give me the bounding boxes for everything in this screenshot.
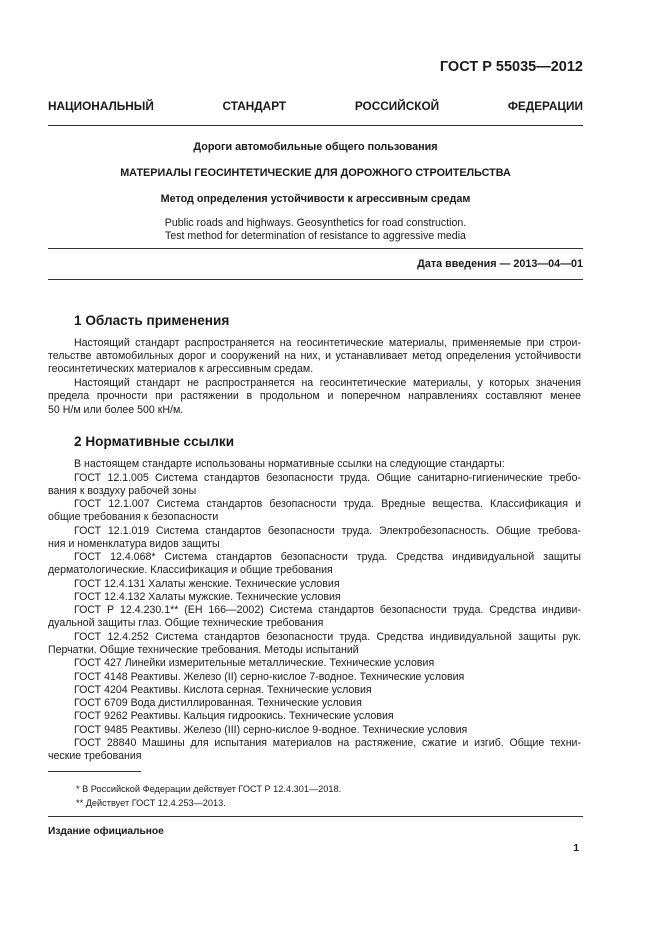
effective-date: Дата введения — 2013—04—01: [417, 258, 583, 270]
paragraph-line: 50 Н/м или более 500 кН/м.: [48, 404, 184, 416]
reference-line: ГОСТ 9485 Реактивы. Железо (III) серно-кислое 9-водное. Технические условия: [74, 724, 468, 736]
standard-group-title: Дороги автомобильные общего пользования: [193, 141, 438, 153]
reference-line: ГОСТ 6709 Вода дистиллированная. Технические условия: [74, 697, 362, 709]
reference-line: ГОСТ 4204 Реактивы. Кислота серная. Технические условия: [74, 684, 372, 696]
standard-main-title: МАТЕРИАЛЫ ГЕОСИНТЕТИЧЕСКИЕ ДЛЯ ДОРОЖНОГО СТРОИТЕЛЬСТВА: [120, 167, 511, 179]
reference-line: ГОСТ 12.1.019 Система стандартов безопасности труда. Электробезопасность. Общие требова-: [74, 525, 581, 537]
reference-line: общие требования к безопасности: [48, 511, 219, 523]
reference-line: дуальной защиты глаз. Общие технические требования: [48, 617, 324, 629]
reference-line: ГОСТ 12.4.131 Халаты женские. Технические условия: [74, 578, 340, 590]
header-rule: [48, 125, 583, 126]
reference-intro: В настоящем стандарте использованы нормативные ссылки на следующие стандарты:: [74, 458, 505, 470]
reference-line: вания к воздуху рабочей зоны: [48, 485, 197, 497]
reference-line: ГОСТ 12.4.068* Система стандартов безопасности труда. Средства индивидуальной защиты: [74, 551, 581, 563]
paragraph-line: предела прочности при растяжении в продольном и поперечном направлениях составляют менее: [48, 390, 581, 402]
reference-line: ния и номенклатура видов защиты: [48, 538, 220, 550]
section-1-heading: 1 Область применения: [74, 313, 230, 328]
title-rule: [48, 248, 583, 249]
paragraph-line: тельстве автомобильных дорог и сооружений на них, и устанавливает метод определения устойчивости: [48, 350, 581, 362]
reference-line: ГОСТ 12.4.252 Система стандартов безопасности труда. Средства индивидуальной защиты рук.: [74, 631, 581, 643]
reference-line: ГОСТ 12.1.005 Система стандартов безопасности труда. Общие санитарно-гигиенические требо-: [74, 472, 581, 484]
page-number: 1: [573, 843, 579, 854]
english-title-line-1: Public roads and highways. Geosynthetics for road construction.: [164, 217, 467, 229]
reference-line: ГОСТ 28840 Машины для испытания материалов на растяжение, сжатие и изгиб. Общие техни-: [74, 737, 581, 749]
standard-designation: ГОСТ Р 55035—2012: [439, 59, 583, 75]
footnote-1: * В Российской Федерации действует ГОСТ Р 12.4.301—2018.: [76, 784, 342, 794]
reference-line: дерматологические. Классификация и общие требования: [48, 564, 333, 576]
section-2-heading: 2 Нормативные ссылки: [74, 434, 235, 449]
date-rule: [48, 279, 583, 280]
footer-rule: [48, 816, 583, 817]
paragraph-line: Настоящий стандарт не распространяется на геосинтетические материалы, у которых значения: [74, 377, 581, 389]
english-title-line-2: Test method for determination of resistance to aggressive media: [165, 230, 466, 242]
reference-line: ГОСТ 12.4.132 Халаты мужские. Технические условия: [74, 591, 341, 603]
footnote-separator: [48, 771, 141, 772]
reference-line: ГОСТ 4148 Реактивы. Железо (II) серно-кислое 7-водное. Технические условия: [74, 671, 465, 683]
reference-line: ческие требования: [48, 750, 142, 762]
standard-category-title: НАЦИОНАЛЬНЫЙ СТАНДАРТ РОССИЙСКОЙ ФЕДЕРАЦИИ: [48, 99, 583, 113]
paragraph-line: геосинтетических материалов к агрессивным средам.: [48, 363, 314, 375]
reference-line: ГОСТ 12.1.007 Система стандартов безопасности труда. Вредные вещества. Классификация и: [74, 498, 581, 510]
reference-line: ГОСТ 427 Линейки измерительные металлические. Технические условия: [74, 657, 435, 669]
reference-line: ГОСТ Р 12.4.230.1** (ЕН 166—2002) Система стандартов безопасности труда. Средства индиви-: [74, 604, 581, 616]
reference-line: ГОСТ 9262 Реактивы. Кальция гидроокись. Технические условия: [74, 710, 394, 722]
reference-line: Перчатки. Общие технические требования. Методы испытаний: [48, 644, 359, 656]
paragraph-line: Настоящий стандарт распространяется на геосинтетические материалы, применяемые при строи-: [74, 337, 581, 349]
footnote-2: ** Действует ГОСТ 12.4.253—2013.: [76, 798, 226, 808]
standard-method-title: Метод определения устойчивости к агрессивным средам: [160, 193, 471, 205]
official-edition-label: Издание официальное: [48, 826, 164, 837]
